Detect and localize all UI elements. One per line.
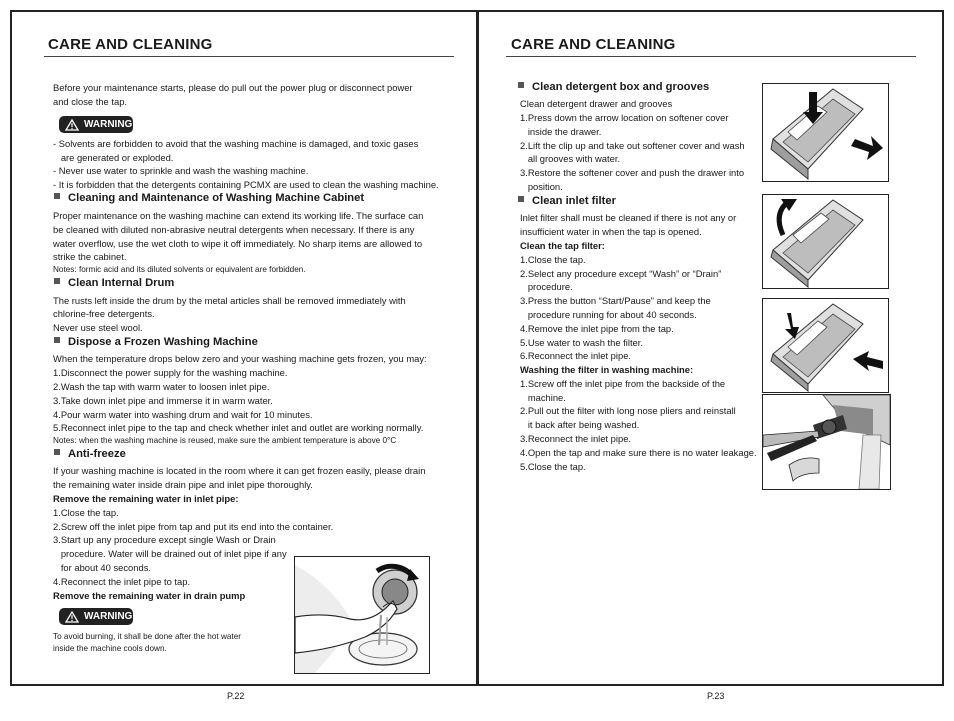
page-title: CARE AND CLEANING [511,36,676,53]
warning-triangle-icon [65,611,79,623]
section-heading-frozen [54,336,258,348]
intro-line-1: Before your maintenance starts, please do pull out the power plug or disconnect power [53,82,413,93]
warning-badge [59,116,133,133]
section-heading-text: Clean detergent box and grooves [532,81,710,93]
detergent-line-3: inside the drawer. [520,126,602,137]
frozen-line-3: 2.Wash the tap with warm water to loosen inlet pipe. [53,381,270,392]
bullet-square-icon [518,82,524,88]
cabinet-line-3: water overflow, use the wet cloth to wipe it off immediately. No sharp items are allowed to [53,238,423,249]
detergent-line-1: Clean detergent drawer and grooves [520,98,673,109]
bullet-square-icon [518,196,524,202]
machine-step-1: 1.Screw off the inlet pipe from the backside of the [520,378,726,389]
warning-triangle-icon [65,119,79,131]
drum-line-3: Never use steel wool. [53,322,143,333]
detergent-line-7: position. [520,181,563,192]
drum-line-1: The rusts left inside the drum by the metal articles shall be removed immediately with [53,295,406,306]
detergent-line-2: 1.Press down the arrow location on softener cover [520,112,729,123]
left-page [10,10,478,701]
antifreeze-step-3: 3.Start up any procedure except single Wash or Drain [53,534,276,545]
bullet-square-icon [54,337,60,343]
antifreeze-subheading-pump: Remove the remaining water in drain pump [53,590,246,601]
burn-line-1: To avoid burning, it shall be done after the hot water [53,632,241,641]
section-heading-drum [54,277,174,289]
frozen-line-1: When the temperature drops below zero and your washing machine gets frozen, you may: [53,353,427,364]
section-heading-filter [518,195,616,207]
right-page [477,10,944,701]
inlet-filter-illustration [762,394,891,490]
drawer-drawing [763,299,888,392]
inlet-filter-drawing [763,395,890,489]
frozen-line-5: 4.Pour warm water into washing drum and wait for 10 minutes. [53,409,313,420]
section-heading-cabinet [54,192,364,204]
antifreeze-step-1: 1.Close the tap. [53,507,119,518]
cabinet-note: Notes: formic acid and its diluted solvents or equivalent are forbidden. [53,265,306,274]
tap-step-3b: procedure running for about 40 seconds. [520,309,697,320]
frozen-note: Notes: when the washing machine is reused, make sure the ambient temperature is above 0°C [53,436,397,445]
page-number: P.23 [707,691,725,701]
tap-step-3: 3.Press the button “Start/Pause” and keep the [520,295,711,306]
antifreeze-line-2: the remaining water inside drain pipe and inlet pipe thoroughly. [53,479,313,490]
machine-filter-heading: Washing the filter in washing machine: [520,364,694,375]
drum-line-2: chlorine-free detergents. [53,308,155,319]
page-title: CARE AND CLEANING [48,36,213,53]
tap-step-1: 1.Close the tap. [520,254,586,265]
filter-line-2: insufficient water in when the tap is opened. [520,226,702,237]
warning-badge-2 [59,608,133,625]
machine-step-5: 5.Close the tap. [520,461,586,472]
filter-line-1: Inlet filter shall must be cleaned if there is not any or [520,212,737,223]
cabinet-line-2: be cleaned with diluted non-abrasive neutral detergents when necessary. If there is any [53,224,415,235]
machine-step-4: 4.Open the tap and make sure there is no water leakage. [520,447,757,458]
detergent-line-6: 3.Restore the softener cover and push the drawer into [520,167,745,178]
machine-step-1b: machine. [520,392,566,403]
antifreeze-line-1: If your washing machine is located in the room where it can get frozen easily, please drain [53,465,426,476]
section-heading-text: Dispose a Frozen Washing Machine [68,336,258,348]
tap-filter-heading: Clean the tap filter: [520,240,605,251]
tap-step-6: 6.Reconnect the inlet pipe. [520,350,632,361]
title-rule [506,56,916,57]
bullet-square-icon [54,278,60,284]
frozen-line-6: 5.Reconnect inlet pipe to the tap and check whether inlet and outlet are working normally. [53,422,424,433]
bullet-square-icon [54,449,60,455]
title-rule [44,56,454,57]
antifreeze-step-2: 2.Screw off the inlet pipe from tap and put its end into the container. [53,521,334,532]
page-number: P.22 [227,691,245,701]
machine-step-3: 3.Reconnect the inlet pipe. [520,433,632,444]
warning-label: WARNING [84,611,133,622]
cabinet-line-1: Proper maintenance on the washing machine can extend its working life. The surface can [53,210,424,221]
frozen-line-4: 3.Take down inlet pipe and immerse it in warm water. [53,395,273,406]
tap-step-2b: procedure. [520,281,573,292]
section-heading-text: Cleaning and Maintenance of Washing Machine Cabinet [68,192,365,204]
tap-step-4: 4.Remove the inlet pipe from the tap. [520,323,674,334]
tap-step-5: 5.Use water to wash the filter. [520,337,643,348]
drawer-lift-illustration [762,194,889,289]
drawer-press-illustration [762,83,889,182]
tap-step-2: 2.Select any procedure except “Wash” or “Drain” [520,268,722,279]
section-heading-text: Clean Internal Drum [68,277,175,289]
drawer-restore-illustration [762,298,889,393]
antifreeze-step-3c: for about 40 seconds. [53,562,151,573]
bullet-square-icon [54,193,60,199]
burn-line-2: inside the machine cools down. [53,644,167,653]
intro-line-2: and close the tap. [53,96,128,107]
machine-step-2: 2.Pull out the filter with long nose pliers and reinstall [520,405,736,416]
frozen-line-2: 1.Disconnect the power supply for the washing machine. [53,367,288,378]
section-heading-text: Clean inlet filter [532,195,616,207]
antifreeze-subheading-inlet: Remove the remaining water in inlet pipe: [53,493,239,504]
drawer-drawing [763,84,888,181]
warning-line-2: are generated or exploded. [53,152,174,163]
section-heading-antifreeze [54,448,126,460]
detergent-line-4: 2.Lift the clip up and take out softener cover and wash [520,140,745,151]
warning-line-1: - Solvents are forbidden to avoid that the washing machine is damaged, and toxic gases [53,138,419,149]
cabinet-line-4: strike the cabinet. [53,251,127,262]
warning-line-3: - Never use water to sprinkle and wash the washing machine. [53,165,309,176]
detergent-line-5: all grooves with water. [520,153,621,164]
drain-pump-drawing [295,557,429,673]
section-heading-detergent [518,81,709,93]
antifreeze-step-4: 4.Reconnect the inlet pipe to tap. [53,576,191,587]
antifreeze-step-3b: procedure. Water will be drained out of inlet pipe if any [53,548,287,559]
warning-line-4: - It is forbidden that the detergents containing PCMX are used to clean the washing machine. [53,179,439,190]
drawer-drawing [763,195,888,288]
section-heading-text: Anti-freeze [68,448,126,460]
warning-label: WARNING [84,119,133,130]
drain-pump-illustration [294,556,430,674]
machine-step-2b: it back after being washed. [520,419,640,430]
